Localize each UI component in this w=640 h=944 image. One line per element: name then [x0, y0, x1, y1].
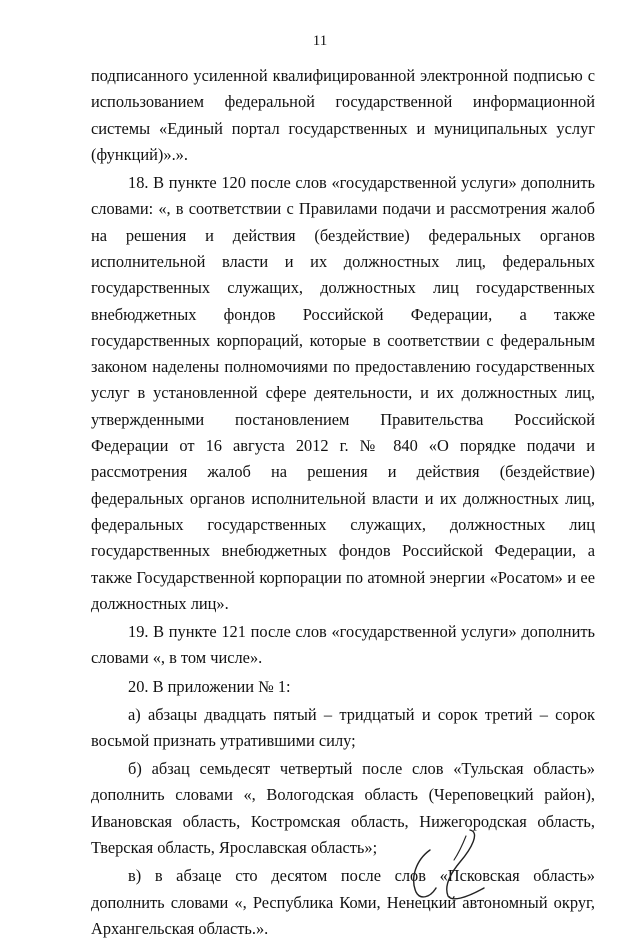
- document-body: [91, 63, 595, 944]
- paragraph-item-18: 18. В пункте 120 после слов «государственной услуги» дополнить словами: «, в соответствии с Правилами подачи и рассмотрения жалоб на решения и действия (бездействие) федеральных органов исполнительной власти и их должностных лиц, федеральных государственных служащих, должностных лиц государственных внебюджетных фондов Российской Федерации, а также государственных корпораций, которые в соответствии с федеральным законом наделены полномочиями по предоставлению государственных услуг в установленной сфере деятельности, и их должностных лиц, утвержденными постановлением Правительства Российской Федерации от 16 августа 2012 г. № 840 «О порядке подачи и рассмотрения жалоб на решения и действия (бездействие) федеральных органов исполнительной власти и их должностных лиц, федеральных государственных служащих, должностных лиц государственных внебюджетных фондов Российской Федерации, а также Государственной корпорации по атомной энергии «Росатом» и ее должностных лиц».: [91, 173, 595, 613]
- paragraph-continuation: подписанного усиленной квалифицированной электронной подписью с использованием федеральной государственной информационной системы «Единый портал государственных и муниципальных услуг (функций)».».: [91, 66, 595, 164]
- signature-mark: [408, 826, 498, 902]
- paragraph-item-20a: а) абзацы двадцать пятый – тридцатый и сорок третий – сорок восьмой признать утратившими силу;: [91, 704, 595, 750]
- paragraph-item-19: 19. В пункте 121 после слов «государственной услуги» дополнить словами «, в том числе».: [91, 622, 595, 668]
- paragraph-item-20b: б) абзац семьдесят четвертый после слов «Тульская область» дополнить словами «, Вологодская область (Череповецкий район), Ивановская область, Костромская область, Нижегородская область, Тверская область, Ярославская область»;: [91, 759, 595, 858]
- paragraph-item-20: 20. В приложении № 1:: [128, 676, 291, 696]
- page-number: 11: [312, 33, 328, 49]
- paragraph-item-20c: в) в абзаце сто десятом после слов «Псковская область» дополнить словами «, Республика Коми, Ненецкий автономный округ, Архангельская область.».: [91, 866, 595, 938]
